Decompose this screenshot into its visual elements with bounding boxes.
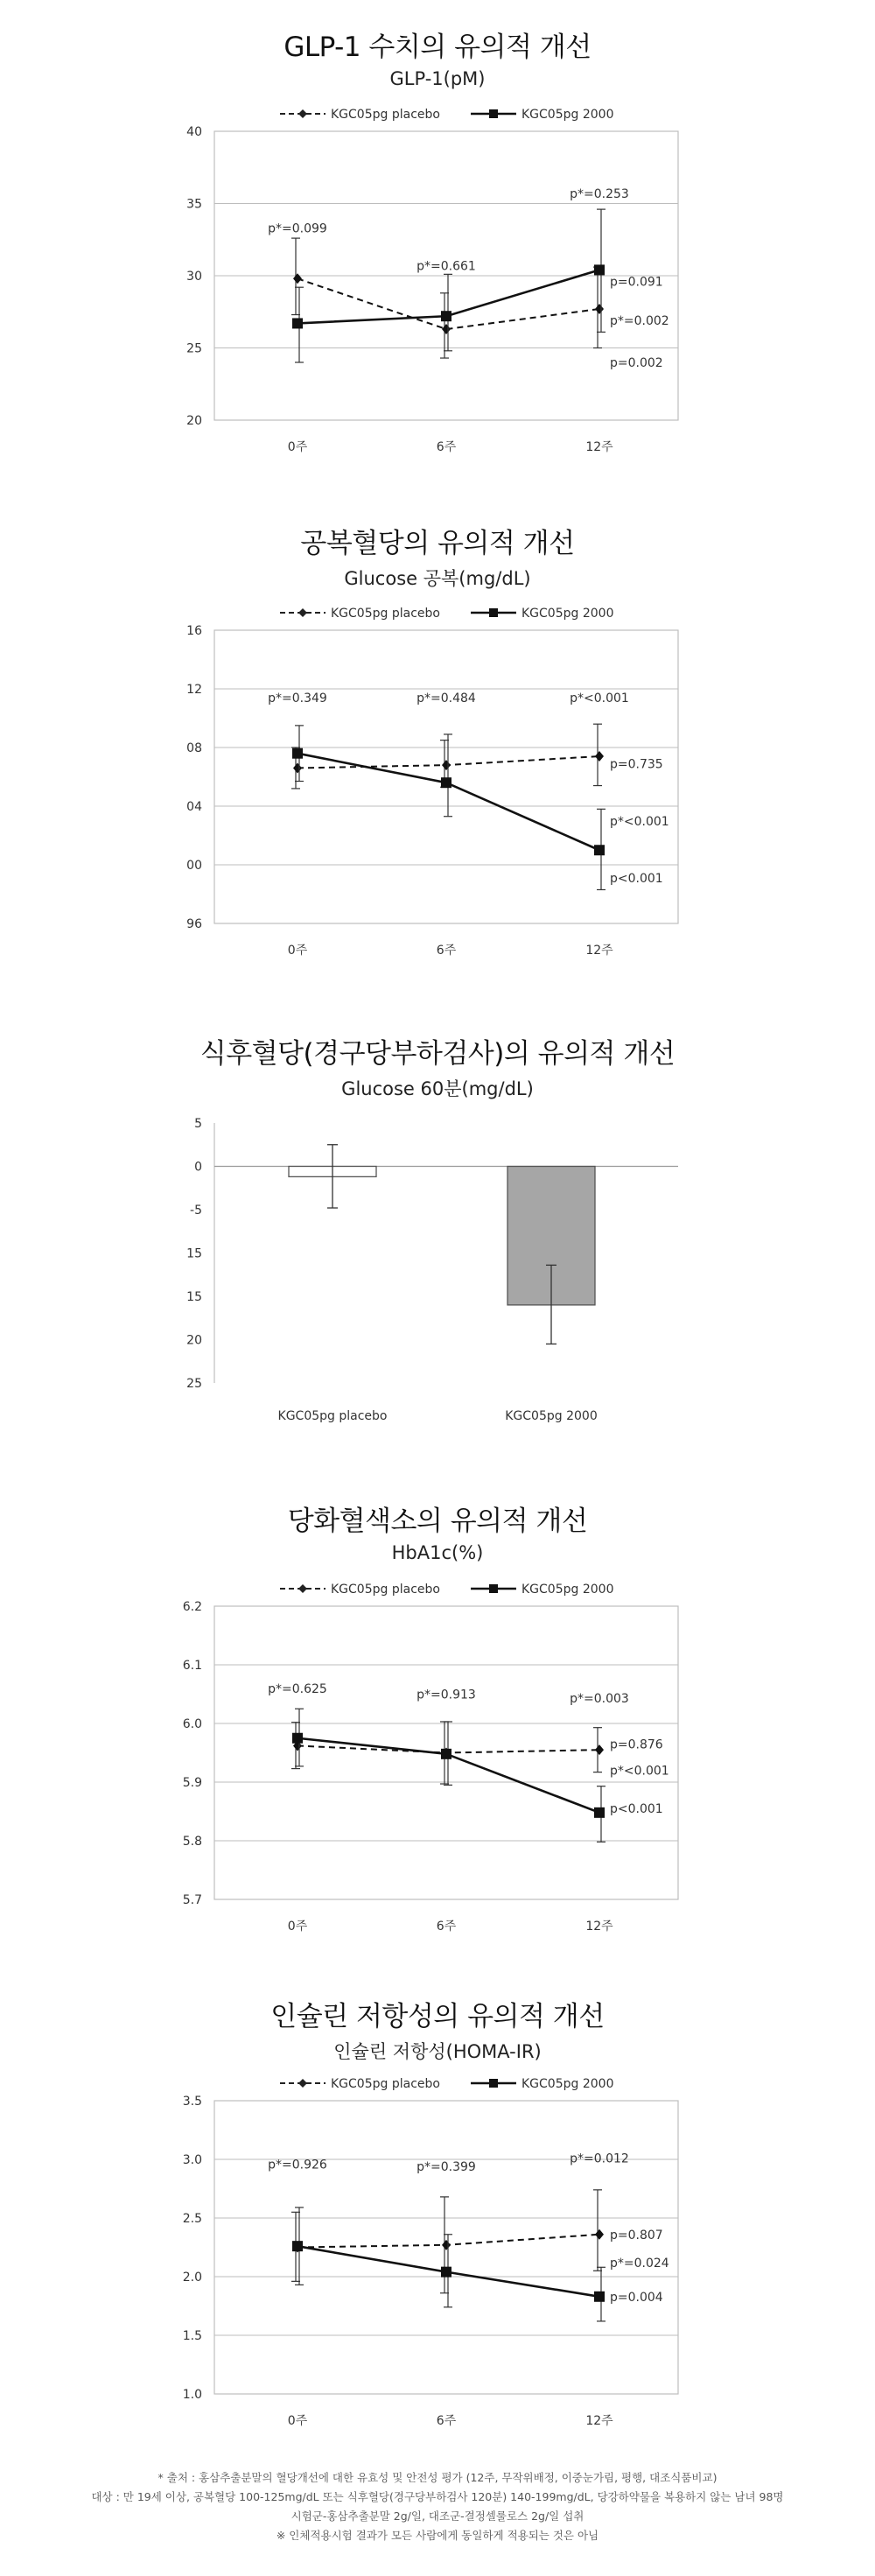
p-value-annotation: p*=0.024 bbox=[610, 2256, 669, 2271]
p-value-annotation: p=0.876 bbox=[610, 1737, 663, 1752]
data-point-placebo bbox=[442, 324, 451, 334]
x-tick-label: KGC05pg 2000 bbox=[505, 1409, 598, 1423]
y-tick-label: 04 bbox=[186, 800, 202, 814]
footnote-intake: 시험군-홍삼추출분말 2g/일, 대조군-결정셀룰로스 2g/일 섭취 bbox=[290, 2509, 584, 2523]
p-value-annotation: p*=0.002 bbox=[610, 314, 669, 329]
x-tick-label: 6주 bbox=[436, 944, 457, 958]
y-tick-label: -5 bbox=[190, 1204, 202, 1218]
data-point-placebo bbox=[595, 304, 604, 314]
y-tick-label: 3.0 bbox=[182, 2153, 202, 2167]
legend-marker-2000 bbox=[489, 2079, 498, 2088]
legend-label-placebo: KGC05pg placebo bbox=[331, 607, 440, 621]
p-value-annotation: p*<0.001 bbox=[610, 1764, 669, 1779]
y-tick-label: 2.0 bbox=[182, 2271, 202, 2285]
data-point-placebo bbox=[442, 760, 451, 770]
footnote-disclaimer: ※ 인체적용시험 결과가 모든 사람에게 동일하게 적용되는 것은 아님 bbox=[276, 2529, 599, 2542]
y-tick-label: 20 bbox=[186, 414, 202, 428]
data-point-2000 bbox=[441, 311, 452, 321]
legend-label-placebo: KGC05pg placebo bbox=[331, 108, 440, 122]
data-point-2000 bbox=[594, 264, 605, 275]
y-tick-label: 5.9 bbox=[182, 1776, 202, 1790]
footnote-source: * 출처 : 홍삼추출분말의 혈당개선에 대한 유효성 및 안전성 평가 (12주, 무작위배정, 이중눈가림, 평행, 대조식품비교) bbox=[158, 2471, 718, 2484]
p-value-annotation: p=0.807 bbox=[610, 2228, 663, 2243]
y-tick-label: 25 bbox=[186, 1377, 202, 1391]
x-tick-label: 6주 bbox=[436, 2414, 457, 2428]
y-tick-label: 08 bbox=[186, 741, 202, 755]
legend-marker-placebo bbox=[298, 109, 307, 118]
data-point-2000 bbox=[441, 2267, 452, 2278]
p-value-annotation: p*<0.001 bbox=[570, 691, 629, 706]
p-value-annotation: p*=0.399 bbox=[416, 2160, 476, 2175]
x-tick-label: 6주 bbox=[436, 440, 457, 454]
data-point-2000 bbox=[594, 2292, 605, 2302]
homa-ir-line-chart bbox=[0, 2066, 875, 2433]
y-tick-label: 40 bbox=[186, 125, 202, 139]
panel-5-title: 인슐린 저항성의 유의적 개선 bbox=[270, 2001, 605, 2032]
legend-label-2000: KGC05pg 2000 bbox=[522, 108, 614, 122]
x-tick-label: 6주 bbox=[436, 1920, 457, 1934]
p-value-annotation: p*=0.661 bbox=[416, 259, 476, 274]
p-value-annotation: p<0.001 bbox=[610, 872, 663, 887]
panel-2-title: 공복혈당의 유의적 개선 bbox=[300, 528, 575, 559]
glp1-line-chart bbox=[0, 96, 875, 460]
legend-marker-placebo bbox=[298, 1584, 307, 1593]
panel-2-subtitle: Glucose 공복(mg/dL) bbox=[344, 568, 531, 589]
panel-5-subtitle: 인슐린 저항성(HOMA-IR) bbox=[333, 2041, 542, 2062]
panel-1-subtitle: GLP-1(pM) bbox=[389, 68, 486, 89]
p-value-annotation: p=0.735 bbox=[610, 757, 663, 772]
y-tick-label: 16 bbox=[186, 624, 202, 638]
y-tick-label: 30 bbox=[186, 270, 202, 284]
y-tick-label: 20 bbox=[186, 1333, 202, 1348]
data-point-placebo bbox=[442, 2240, 451, 2250]
x-tick-label: 0주 bbox=[287, 1920, 308, 1934]
data-point-placebo bbox=[293, 762, 302, 773]
legend-label-2000: KGC05pg 2000 bbox=[522, 1583, 614, 1597]
p-value-annotation: p*=0.926 bbox=[268, 2158, 327, 2172]
footnote-subjects: 대상 : 만 19세 이상, 공복혈당 100-125mg/dL 또는 식후혈당(경구당부하검사 120분) 140-199mg/dL, 당강하약물을 복용하지 않는 남녀 98명 bbox=[91, 2490, 784, 2503]
hba1c-line-chart bbox=[0, 1571, 875, 1939]
data-point-2000 bbox=[441, 777, 452, 788]
data-point-2000 bbox=[292, 318, 303, 328]
p-value-annotation: p*=0.003 bbox=[570, 1692, 629, 1707]
legend-marker-2000 bbox=[489, 1584, 498, 1593]
plot-area-border bbox=[214, 630, 678, 923]
legend-label-2000: KGC05pg 2000 bbox=[522, 2077, 614, 2091]
data-point-placebo bbox=[293, 273, 302, 284]
x-tick-label: 0주 bbox=[287, 2414, 308, 2428]
y-tick-label: 0 bbox=[194, 1160, 202, 1175]
legend-marker-2000 bbox=[489, 109, 498, 118]
panel-4-subtitle: HbA1c(%) bbox=[391, 1542, 484, 1563]
p-value-annotation: p=0.002 bbox=[610, 356, 663, 370]
y-tick-label: 15 bbox=[186, 1246, 202, 1261]
data-point-2000 bbox=[441, 1749, 452, 1759]
p-value-annotation: p*=0.253 bbox=[570, 186, 629, 201]
data-point-2000 bbox=[594, 845, 605, 855]
legend-label-placebo: KGC05pg placebo bbox=[331, 2077, 440, 2091]
panel-3-subtitle: Glucose 60분(mg/dL) bbox=[341, 1078, 534, 1099]
y-tick-label: 6.1 bbox=[182, 1659, 202, 1673]
p-value-annotation: p=0.091 bbox=[610, 275, 663, 290]
data-point-2000 bbox=[594, 1807, 605, 1818]
fasting-glucose-line-chart bbox=[0, 595, 875, 963]
y-tick-label: 2.5 bbox=[182, 2212, 202, 2226]
x-tick-label: 0주 bbox=[287, 944, 308, 958]
data-point-2000 bbox=[292, 2241, 303, 2251]
p-value-annotation: p=0.004 bbox=[610, 2290, 663, 2305]
p-value-annotation: p*=0.012 bbox=[570, 2151, 629, 2166]
y-tick-label: 15 bbox=[186, 1290, 202, 1304]
y-tick-label: 96 bbox=[186, 917, 202, 931]
legend-marker-placebo bbox=[298, 2079, 307, 2088]
x-tick-label: 12주 bbox=[585, 1920, 613, 1934]
y-tick-label: 1.0 bbox=[182, 2388, 202, 2402]
y-tick-label: 5 bbox=[194, 1117, 202, 1131]
legend-label-placebo: KGC05pg placebo bbox=[331, 1583, 440, 1597]
y-tick-label: 00 bbox=[186, 859, 202, 873]
y-tick-label: 12 bbox=[186, 683, 202, 697]
x-tick-label: 0주 bbox=[287, 440, 308, 454]
p-value-annotation: p*=0.484 bbox=[416, 691, 476, 706]
x-tick-label: 12주 bbox=[585, 2414, 613, 2428]
p-value-annotation: p*=0.913 bbox=[416, 1688, 476, 1702]
panel-3-title: 식후혈당(경구당부하검사)의 유의적 개선 bbox=[200, 1038, 676, 1070]
y-tick-label: 1.5 bbox=[182, 2329, 202, 2343]
x-tick-label: 12주 bbox=[585, 944, 613, 958]
p-value-annotation: p*=0.099 bbox=[268, 221, 327, 236]
y-tick-label: 5.8 bbox=[182, 1835, 202, 1849]
data-point-placebo bbox=[595, 1744, 604, 1755]
y-tick-label: 3.5 bbox=[182, 2095, 202, 2109]
data-point-2000 bbox=[292, 1733, 303, 1744]
x-tick-label: KGC05pg placebo bbox=[277, 1409, 388, 1423]
p-value-annotation: p*=0.349 bbox=[268, 691, 327, 706]
legend-label-2000: KGC05pg 2000 bbox=[522, 607, 614, 621]
y-tick-label: 6.0 bbox=[182, 1717, 202, 1731]
p-value-annotation: p<0.001 bbox=[610, 1802, 663, 1817]
postprandial-glucose-bar-chart bbox=[0, 1107, 875, 1440]
data-point-placebo bbox=[595, 2229, 604, 2240]
y-tick-label: 25 bbox=[186, 341, 202, 356]
footnote bbox=[0, 2468, 875, 2545]
panel-1-title: GLP-1 수치의 유의적 개선 bbox=[284, 32, 592, 63]
p-value-annotation: p*<0.001 bbox=[610, 814, 669, 829]
data-point-placebo bbox=[595, 751, 604, 762]
panel-4-title: 당화혈색소의 유의적 개선 bbox=[287, 1506, 588, 1537]
y-tick-label: 6.2 bbox=[182, 1600, 202, 1614]
data-point-2000 bbox=[292, 748, 303, 759]
x-tick-label: 12주 bbox=[585, 440, 613, 454]
y-tick-label: 35 bbox=[186, 197, 202, 212]
legend-marker-placebo bbox=[298, 608, 307, 617]
y-tick-label: 5.7 bbox=[182, 1893, 202, 1907]
legend-marker-2000 bbox=[489, 608, 498, 617]
p-value-annotation: p*=0.625 bbox=[268, 1681, 327, 1696]
